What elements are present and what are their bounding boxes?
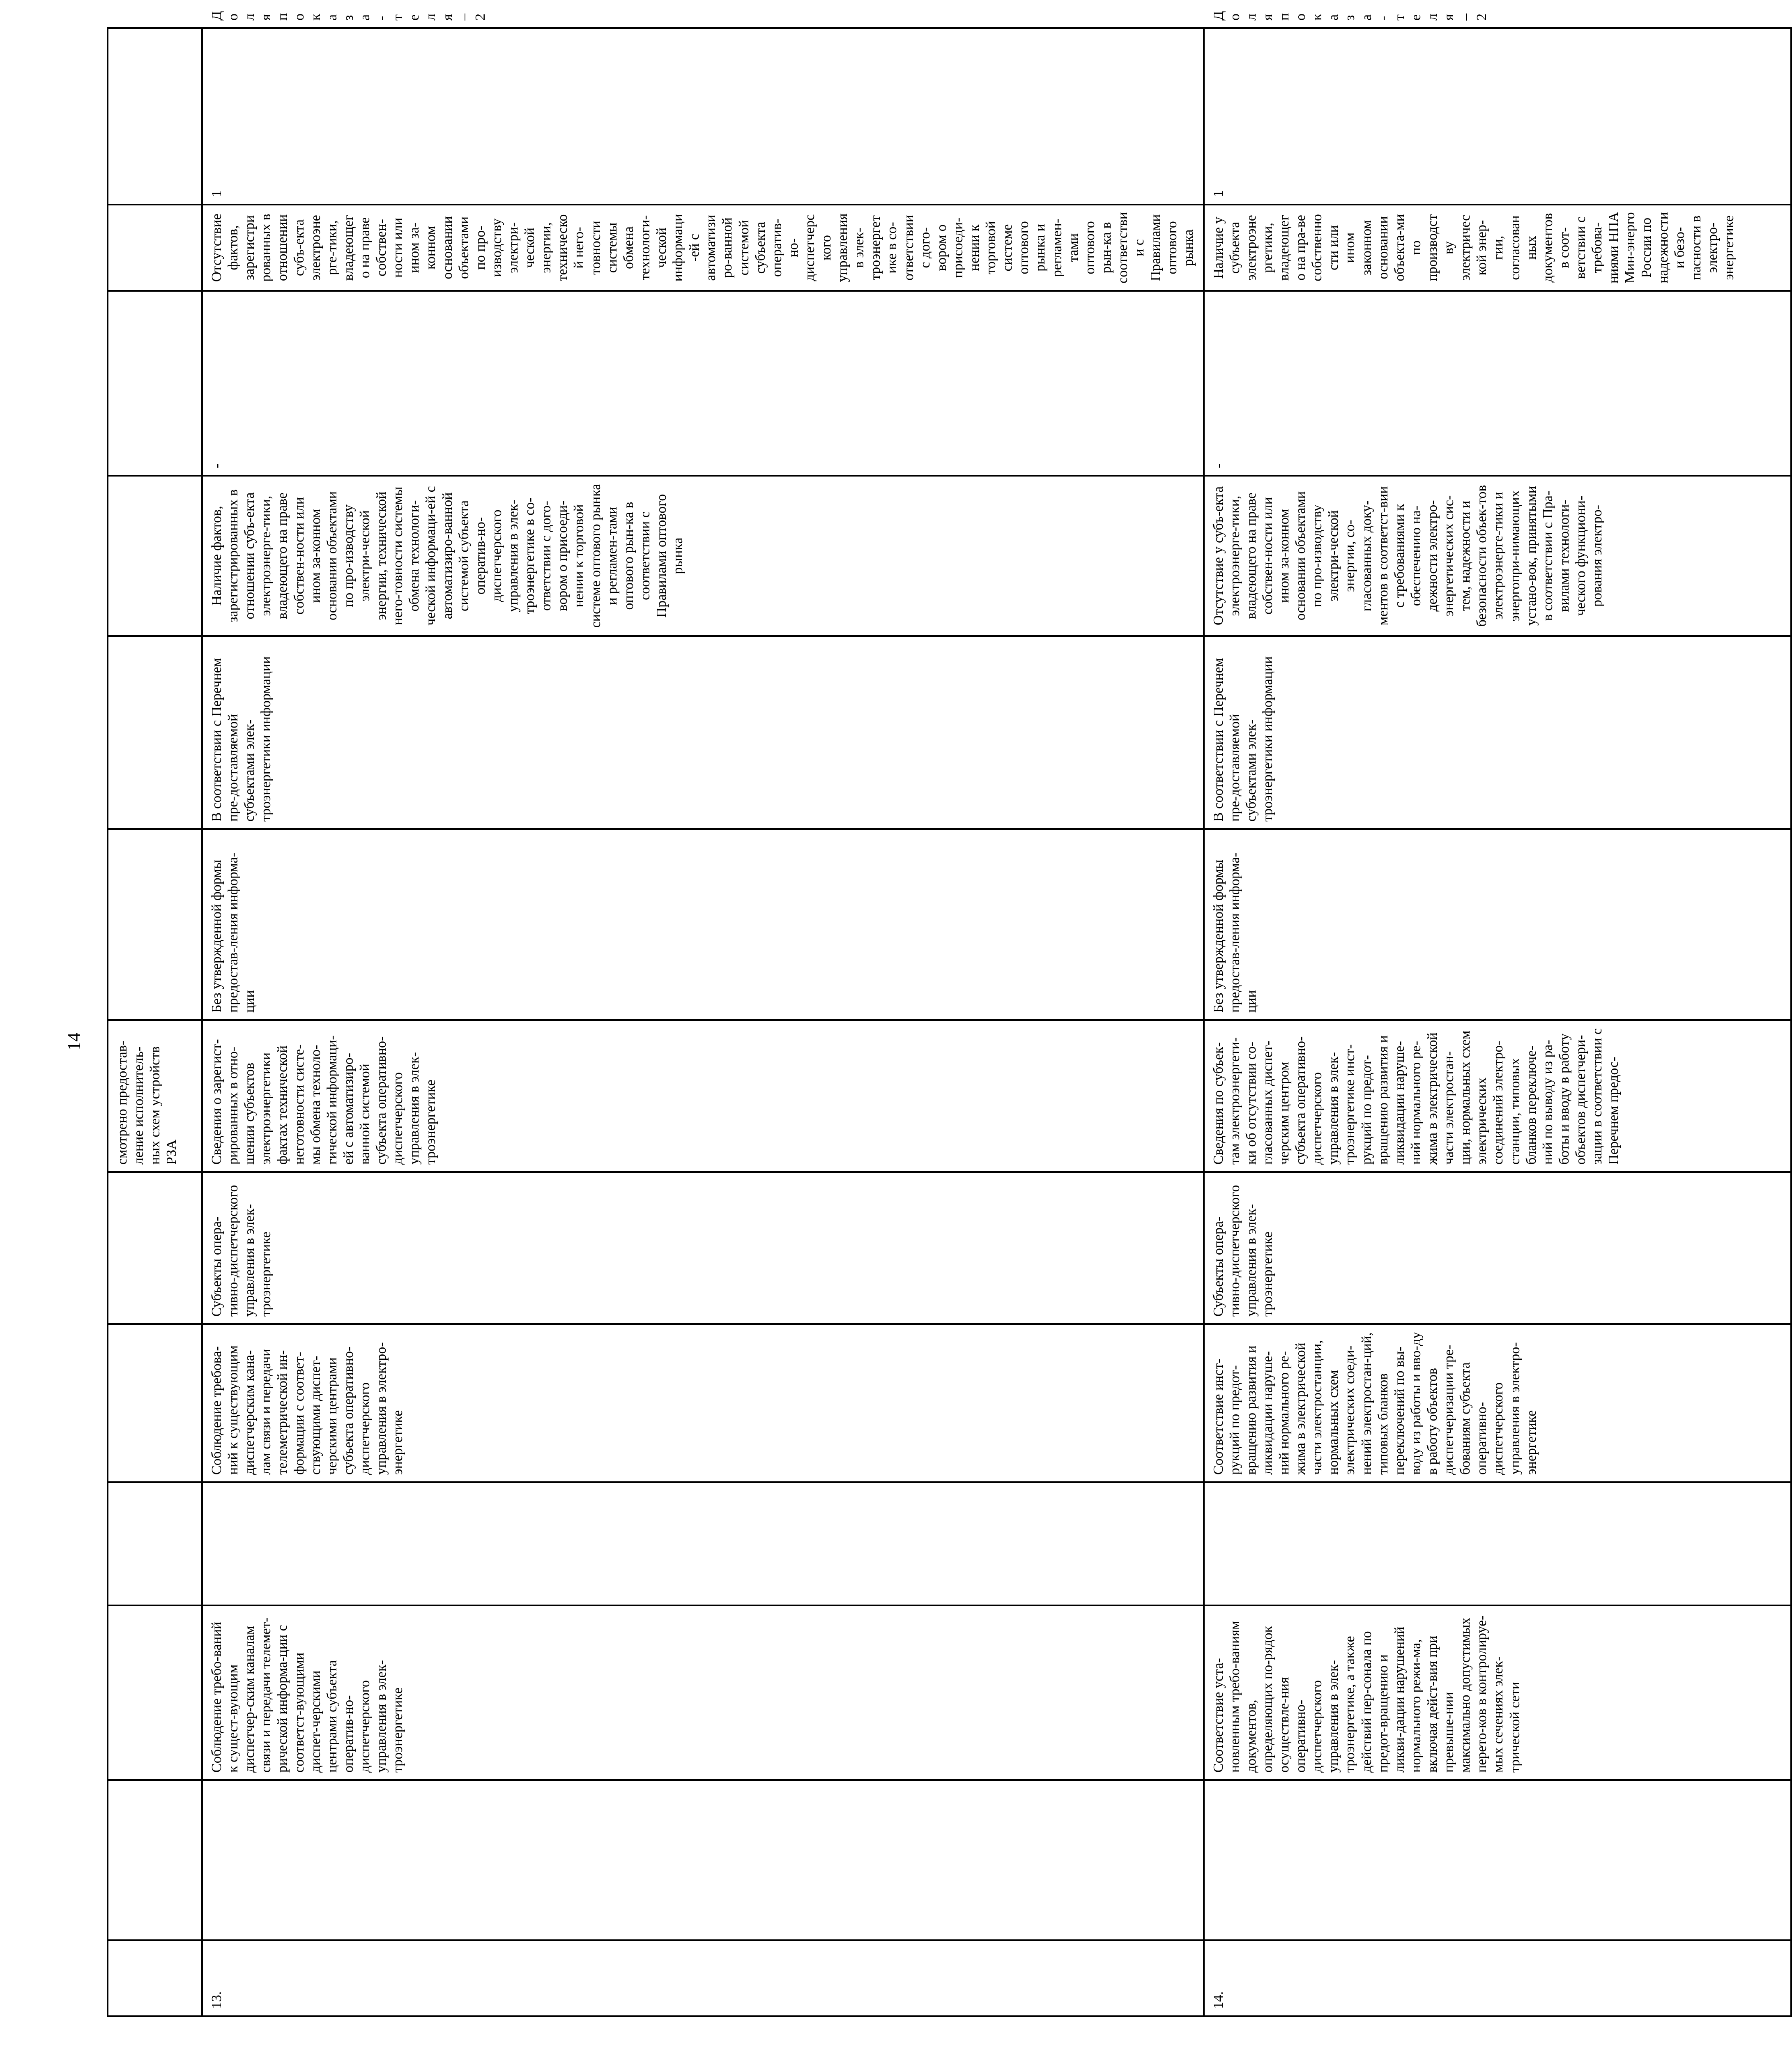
cont-cell-12 [108,205,202,291]
table-row: 13. Соблюдение требо-ваний к сущест-вующим диспетчер-ским каналам связи и передачи телемет-рической информа-ции с соответст-вующими диспет-черскими центрами субъекта оператив-но-диспетчерского управления в элек-троэнергетике Соблюдение требова-ний к существующим диспетчерским кана-лам связи и передачи телеметрической ин-формации с соответ-ствующими диспет-черскими центрами субъекта оперативно-диспетчерского управления в электро-энергетике Субъекты опера-тивно-диспетчерского управления в элек-троэнергетике Сведения о зарегист-рированных в отно-шении субъектов электроэнергетики фактах технической неготовности систе-мы обмена техноло-гической информаци-ей с автоматизиро-ванной системой субъекта оперативно-диспетчерского управления в элек-троэнергетике Без утвержденной формы предостав-ления информа-ции В соответствии с Перечнем пре-доставляемой субъектами элек-троэнергетики информации Наличие фактов, зарегистрированных в отношении субъ-екта электроэнерге-тики, владеющего на праве собствен-ности или ином за-конном основании объектами по про-изводству электри-ческой энергии, технической него-товности системы обмена технологи-ческой информаци-ей с автоматизиро-ванной системой субъекта оператив-но-диспетчерского управления в элек-троэнергетике в со-ответствии с дого-вором о присоеди-нении к торговой системе оптового рынка и регламен-тами оптового рын-ка в соответствии с Правилами оптового рынка - Отсутствие фактов, зарегистрированных в отношении субъ-екта электроэнерге-тики, владеющего на праве собствен-ности или ином за-конном основании объектами по про-изводству электри-ческой энергии, технической него-товности системы обмена технологи-ческой информаци-ей с автоматизиро-ванной системой субъекта оператив-но-диспетчерского управления в элек-троэнергетике в со-ответствии с дого-вором о присоеди-нении к торговой системе оптового рынка и регламен-тами оптового рын-ка в соответствии с Правилами оптового рынка 1 Доля показа-теля – 2 [202,28,1204,2016]
cont-cell-6 [108,1172,202,1324]
cont-cell-3 [108,1605,202,1780]
source-cell: Субъекты опера-тивно-диспетчерского управления в элек-троэнергетике [1204,1172,1791,1324]
cont-cell-8 [108,829,202,1020]
period-cell: В соответствии с Перечнем пре-доставляемой субъектами элек-троэнергетики информации [1204,636,1791,829]
table-row: 14. Соответствие уста-новленным требо-ваниям документов, определяющих по-рядок осуществле-ния оперативно-диспетчерского управления в элек-троэнергетике, а также действий пер-сонала по предот-вращению и ликви-дации нарушений нормального режи-ма, включая дейст-вия при превыше-нии максимально допустимых перето-ков в контролируе-мых сечениях элек-трической сети Соответствие инст-рукций по предот-вращению развития и ликвидации наруше-ний нормального ре-жима в электрической части электростанции, нормальных схем электрических соеди-нений электростан-ций, типовых бланков переключений по вы-воду из работы и вво-ду в работу объектов диспетчеризации тре-бованиям субъекта оперативно-диспетчерского управления в электро-энергетике Субъекты опера-тивно-диспетчерского управления в элек-троэнергетике Сведения по субъек-там электроэнергети-ки об отсутствии со-гласованных диспет-черским центром субъекта оперативно-диспетчерского управления в элек-троэнергетике инст-рукций по предот-вращению развития и ликвидации наруше-ний нормального ре-жима в электрической части электростан-ции, нормальных схем электрических соединений электро-станции, типовых бланков переключе-ний по выводу из ра-боты и вводу в работу объектов диспетчери-зации в соответствии с Перечнем предос- Без утвержденной формы предостав-ления информа-ции В соответствии с Перечнем пре-доставляемой субъектами элек-троэнергетики информации Отсутствие у субъ-екта электроэнерге-тики, владеющего на праве собствен-ности или ином за-конном основании объектами по про-изводству электри-ческой энергии, со-гласованных доку-ментов в соответст-вии с требованиями к обеспечению на-дежности электро-энергетических сис-тем, надежности и безопасности объек-тов электроэнерге-тики и энергопри-нимающих устано-вок, принятыми в соответствии с Пра-вилами технологи-ческого функциони-рования электро- - Наличие у субъекта электроэнергетики, владеющего на пра-ве собственности или ином законном основании объекта-ми по производству электрической энер-гии, согласованных документов в соот-ветствии с требова-ниями НПА Мин-энерго России по надежности и безо-пасности в электро-энергетике 1 Доля показа-теля – 2 [1204,28,1791,2016]
form-cell: Без утвержденной формы предостав-ления информа-ции [1204,829,1791,1020]
cont-cell-info: смотрено предостав-ление исполнитель-ных схем устройств РЗА [108,1020,202,1172]
blank-cell [202,1780,1204,1940]
cont-cell-2 [108,1780,202,1940]
condition-a-cell: Отсутствие у субъ-екта электроэнерге-тики, владеющего на праве собствен-ности или ином за-конном основании объектами по про-изводству электри-ческой энергии, со-гласованных доку-ментов в соответст-вии с требованиями к обеспечению на-дежности электро-энергетических сис-тем, надежности и безопасности объек-тов электроэнерге-тики и энергопри-нимающих устано-вок, принятыми в соответствии с Пра-вилами технологи-ческого функциони-рования электро- [1204,476,1791,636]
blank-cell [1204,1780,1791,1940]
cont-cell-num [108,1940,202,2016]
value-a-cell: - [202,291,1204,476]
condition-b-cell: Наличие у субъекта электроэнергетики, владеющего на пра-ве собственности или ином законном основании объекта-ми по производству электрической энер-гии, согласованных документов в соот-ветствии с требова-ниями НПА Мин-энерго России по надежности и безо-пасности в электро-энергетике [1204,205,1791,291]
form-cell: Без утвержденной формы предостав-ления информа-ции [202,829,1204,1020]
row-number: 14. [1204,1940,1791,2016]
blank-cell [1204,1482,1791,1605]
value-a-cell: - [1204,291,1791,476]
cont-cell-13 [108,28,202,205]
value-b-cell: 1 [202,28,1204,205]
condition-b-cell: Отсутствие фактов, зарегистрированных в отношении субъ-екта электроэнерге-тики, владеющего на праве собствен-ности или ином за-конном основании объектами по про-изводству электри-ческой энергии, технической него-товности системы обмена технологи-ческой информаци-ей с автоматизиро-ванной системой субъекта оператив-но-диспетчерского управления в элек-троэнергетике в со-ответствии с дого-вором о присоеди-нении к торговой системе оптового рынка и регламен-тами оптового рын-ка в соответствии с Правилами оптового рынка [202,205,1204,291]
continuation-row [108,28,202,2016]
criterion-cell: Соблюдение требова-ний к существующим диспетчерским кана-лам связи и передачи телеметрической ин-формации с соответ-ствующими диспет-черскими центрами субъекта оперативно-диспетчерского управления в электро-энергетике [202,1324,1204,1482]
requirement-cell: Соблюдение требо-ваний к сущест-вующим диспетчер-ским каналам связи и передачи телемет-рической информа-ции с соответст-вующими диспет-черскими центрами субъекта оператив-но-диспетчерского управления в элек-троэнергетике [202,1605,1204,1780]
info-cell: Сведения о зарегист-рированных в отно-шении субъектов электроэнергетики фактах технической неготовности систе-мы обмена техноло-гической информаци-ей с автоматизиро-ванной системой субъекта оперативно-диспетчерского управления в элек-троэнергетике [202,1020,1204,1172]
blank-cell [202,1482,1204,1605]
requirement-cell: Соответствие уста-новленным требо-ваниям документов, определяющих по-рядок осуществле-ния оперативно-диспетчерского управления в элек-троэнергетике, а также действий пер-сонала по предот-вращению и ликви-дации нарушений нормального режи-ма, включая дейст-вия при превыше-нии максимально допустимых перето-ков в контролируе-мых сечениях элек-трической сети [1204,1605,1791,1780]
row-number: 13. [202,1940,1204,2016]
criterion-cell: Соответствие инст-рукций по предот-вращению развития и ликвидации наруше-ний нормального ре-жима в электрической части электростанции, нормальных схем электрических соеди-нений электростан-ций, типовых бланков переключений по вы-воду из работы и вво-ду в работу объектов диспетчеризации тре-бованиям субъекта оперативно-диспетчерского управления в электро-энергетике [1204,1324,1791,1482]
cont-cell-5 [108,1324,202,1482]
cont-cell-10 [108,476,202,636]
rotated-table-container [107,11,1737,2017]
cont-cell-4 [108,1482,202,1605]
cont-cell-9 [108,636,202,829]
value-b-cell: 1 [1204,28,1791,205]
period-cell: В соответствии с Перечнем пре-доставляемой субъектами элек-троэнергетики информации [202,636,1204,829]
cont-cell-11 [108,291,202,476]
requirements-table [107,11,1792,2017]
source-cell: Субъекты опера-тивно-диспетчерского управления в элек-троэнергетике [202,1172,1204,1324]
condition-a-cell: Наличие фактов, зарегистрированных в отношении субъ-екта электроэнерге-тики, владеющего на праве собствен-ности или ином за-конном основании объектами по про-изводству электри-ческой энергии, технической него-товности системы обмена технологи-ческой информаци-ей с автоматизиро-ванной системой субъекта оператив-но-диспетчерского управления в элек-троэнергетике в со-ответствии с дого-вором о присоеди-нении к торговой системе оптового рынка и регламен-тами оптового рын-ка в соответствии с Правилами оптового рынка [202,476,1204,636]
info-cell: Сведения по субъек-там электроэнергети-ки об отсутствии со-гласованных диспет-черским центром субъекта оперативно-диспетчерского управления в элек-троэнергетике инст-рукций по предот-вращению развития и ликвидации наруше-ний нормального ре-жима в электрической части электростан-ции, нормальных схем электрических соединений электро-станции, типовых бланков переключе-ний по выводу из ра-боты и вводу в работу объектов диспетчери-зации в соответствии с Перечнем предос- [1204,1020,1791,1172]
page-number: 14 [64,1032,84,1051]
